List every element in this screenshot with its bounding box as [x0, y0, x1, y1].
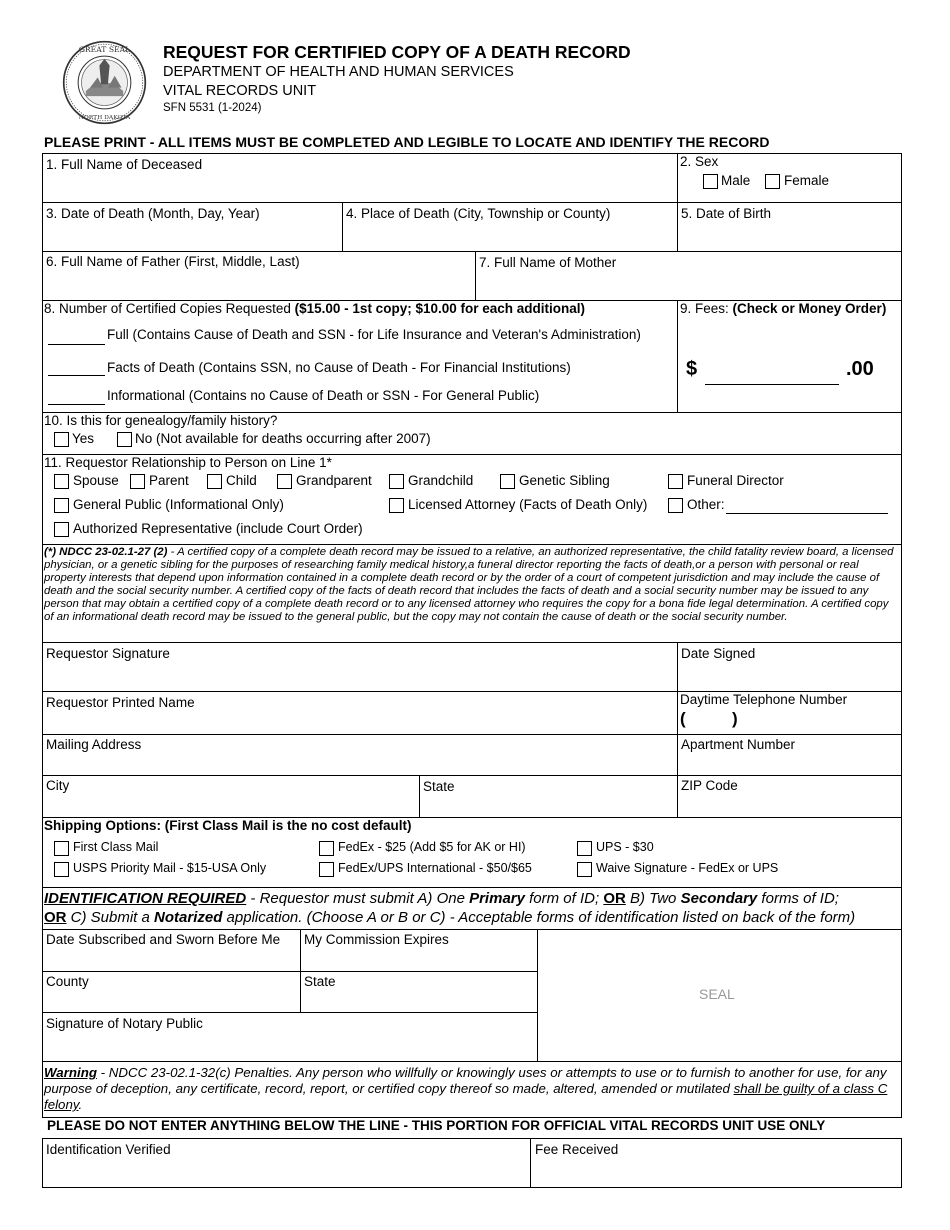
- fees-label: 9. Fees: (Check or Money Order): [680, 301, 887, 316]
- legal-note: [44, 546, 898, 624]
- fee-received-label: Fee Received: [535, 1142, 619, 1157]
- place-of-death-label: 4. Place of Death (City, Township or County): [346, 206, 611, 221]
- identification-required-line2: OR C) Submit a Notarized application. (Choose A or B or C) - Acceptable forms of identification listed on back of the form): [44, 909, 856, 926]
- copies-informational-label: Informational (Contains no Cause of Death or SSN - For General Public): [107, 388, 540, 403]
- commission-expires-label: My Commission Expires: [304, 932, 449, 947]
- daytime-phone-label: Daytime Telephone Number: [680, 692, 848, 707]
- sex-female-label: Female: [784, 173, 830, 188]
- main-form-box: [42, 153, 902, 1118]
- form-number: SFN 5531 (1-2024): [163, 102, 262, 114]
- rel-grandparent-checkbox[interactable]: [277, 474, 292, 489]
- rel-other-label: Other:: [687, 497, 725, 512]
- rel-grandchild-label: Grandchild: [408, 473, 474, 488]
- rel-grandparent-label: Grandparent: [296, 473, 372, 488]
- copies-facts-input[interactable]: [48, 375, 105, 376]
- fees-cents: .00: [846, 358, 874, 380]
- date-of-death-label: 3. Date of Death (Month, Day, Year): [46, 206, 260, 221]
- copies-full-label: Full (Contains Cause of Death and SSN - for Life Insurance and Veteran's Administration): [107, 327, 641, 342]
- department-name: DEPARTMENT OF HEALTH AND HUMAN SERVICES: [163, 64, 514, 80]
- rel-spouse-label: Spouse: [73, 473, 119, 488]
- unit-name: VITAL RECORDS UNIT: [163, 83, 317, 99]
- rel-licensed-attorney-label: Licensed Attorney (Facts of Death Only): [408, 497, 648, 512]
- ship-usps-priority-label: USPS Priority Mail - $15-USA Only: [73, 861, 267, 875]
- genealogy-no-label: No (Not available for deaths occurring after 2007): [135, 431, 431, 446]
- relationship-label: 11. Requestor Relationship to Person on Line 1*: [44, 455, 332, 470]
- rel-authorized-rep-label: Authorized Representative (include Court Order): [73, 521, 363, 536]
- rel-general-public-label: General Public (Informational Only): [73, 497, 284, 512]
- city-label: City: [46, 778, 70, 793]
- mailing-address-label: Mailing Address: [46, 737, 142, 752]
- rel-child-checkbox[interactable]: [207, 474, 222, 489]
- copies-facts-label: Facts of Death (Contains SSN, no Cause of Death - For Financial Institutions): [107, 360, 571, 375]
- sex-male-label: Male: [721, 173, 751, 188]
- genealogy-yes-checkbox[interactable]: [54, 432, 69, 447]
- requestor-signature-label: Requestor Signature: [46, 646, 170, 661]
- ship-waive-signature-label: Waive Signature - FedEx or UPS: [596, 861, 779, 875]
- shipping-options-title: Shipping Options: (First Class Mail is the no cost default): [44, 818, 412, 833]
- identification-required-line1: IDENTIFICATION REQUIRED - Requestor must submit A) One Primary form of ID; OR B) Two Secondary forms of ID;: [44, 890, 839, 907]
- date-sworn-label: Date Subscribed and Sworn Before Me: [46, 932, 281, 947]
- ship-fedex-checkbox[interactable]: [319, 841, 334, 856]
- notary-state-label: State: [304, 974, 336, 989]
- svg-text:GREAT SEAL: GREAT SEAL: [78, 44, 131, 54]
- genealogy-label: 10. Is this for genealogy/family history?: [44, 413, 278, 428]
- father-name-label: 6. Full Name of Father (First, Middle, Last): [46, 254, 300, 269]
- form-title: REQUEST FOR CERTIFIED COPY OF A DEATH RECORD: [163, 42, 631, 62]
- phone-area-open-paren: (: [680, 709, 686, 728]
- ship-ups-label: UPS - $30: [596, 840, 654, 854]
- ship-fedex-ups-intl-label: FedEx/UPS International - $50/$65: [338, 861, 532, 875]
- rel-spouse-checkbox[interactable]: [54, 474, 69, 489]
- rel-child-label: Child: [226, 473, 257, 488]
- rel-parent-label: Parent: [149, 473, 189, 488]
- sex-label: 2. Sex: [680, 154, 719, 169]
- date-signed-label: Date Signed: [681, 646, 756, 661]
- copies-requested-label: 8. Number of Certified Copies Requested ($15.00 - 1st copy; $10.00 for each additional): [44, 301, 585, 316]
- rel-other-checkbox[interactable]: [668, 498, 683, 513]
- official-use-notice: PLEASE DO NOT ENTER ANYTHING BELOW THE LINE - THIS PORTION FOR OFFICIAL VITAL RECORDS UNIT USE ONLY: [47, 1118, 826, 1133]
- fees-dollar-sign: $: [686, 358, 698, 380]
- notary-signature-label: Signature of Notary Public: [46, 1016, 203, 1031]
- zip-code-label: ZIP Code: [681, 778, 738, 793]
- instructions: PLEASE PRINT - ALL ITEMS MUST BE COMPLETED AND LEGIBLE TO LOCATE AND IDENTIFY THE RECORD: [44, 134, 770, 150]
- full-name-deceased-label: 1. Full Name of Deceased: [46, 157, 203, 172]
- genealogy-no-checkbox[interactable]: [117, 432, 132, 447]
- ship-ups-checkbox[interactable]: [577, 841, 592, 856]
- rel-funeral-director-label: Funeral Director: [687, 473, 784, 488]
- sex-male-checkbox[interactable]: [703, 174, 718, 189]
- genealogy-yes-label: Yes: [72, 431, 95, 446]
- ship-waive-signature-checkbox[interactable]: [577, 862, 592, 877]
- svg-text:NORTH DAKOTA: NORTH DAKOTA: [78, 114, 131, 122]
- legal-note-text: - A certified copy of a complete death record may be issued to a relative, an authorized representative, the child fatality review board, a licensed physician, or a genetic sibling for the purposes of researching family medical history,a funeral director reporting the facts of death,or a person with personal or real property interests that depend upon information contained in a complete death record or by the order of a court of competent jurisdiction and may include the cause of death and the social security number. A certified copy of the facts of death record that includes the facts of death and a social security number may be issued to any person that may obtain a certified copy of a complete death record or to any licensed attorney who requires the copy for a bona fide legal determination. A certified copy of an informational death record may be issued to the general public, but the copy may not contain the cause of death or the social security number.: [44, 546, 894, 623]
- rel-funeral-director-checkbox[interactable]: [668, 474, 683, 489]
- ship-usps-priority-checkbox[interactable]: [54, 862, 69, 877]
- rel-other-input[interactable]: [726, 513, 888, 514]
- ship-fedex-ups-intl-checkbox[interactable]: [319, 862, 334, 877]
- rel-parent-checkbox[interactable]: [130, 474, 145, 489]
- rel-general-public-checkbox[interactable]: [54, 498, 69, 513]
- requestor-printed-name-label: Requestor Printed Name: [46, 695, 195, 710]
- state-label: State: [423, 779, 455, 794]
- copies-informational-input[interactable]: [48, 404, 105, 405]
- state-seal-icon: [62, 40, 147, 125]
- rel-genetic-sibling-label: Genetic Sibling: [519, 473, 610, 488]
- apartment-number-label: Apartment Number: [681, 737, 796, 752]
- rel-licensed-attorney-checkbox[interactable]: [389, 498, 404, 513]
- official-use-box: [42, 1138, 902, 1188]
- phone-area-close-paren: ): [732, 709, 738, 728]
- date-of-birth-label: 5. Date of Birth: [681, 206, 772, 221]
- mother-name-label: 7. Full Name of Mother: [479, 255, 617, 270]
- rel-authorized-rep-checkbox[interactable]: [54, 522, 69, 537]
- warning-text: Warning - NDCC 23-02.1-32(c) Penalties. Any person who willfully or knowingly uses or attempts to use or to furnish to another for use, for any purpose of deception, any certificate, record, report, or certified copy thereof so made, altered, amended or mutilated shall be guilty of a class C felony.: [44, 1065, 888, 1112]
- ship-first-class-label: First Class Mail: [73, 840, 159, 854]
- notary-county-label: County: [46, 974, 89, 989]
- ship-fedex-label: FedEx - $25 (Add $5 for AK or HI): [338, 840, 526, 854]
- fees-amount-input[interactable]: [705, 384, 839, 385]
- copies-full-input[interactable]: [48, 344, 105, 345]
- notary-seal-area: SEAL: [699, 986, 735, 1002]
- ship-first-class-checkbox[interactable]: [54, 841, 69, 856]
- sex-female-checkbox[interactable]: [765, 174, 780, 189]
- identification-verified-label: Identification Verified: [46, 1142, 171, 1157]
- rel-genetic-sibling-checkbox[interactable]: [500, 474, 515, 489]
- rel-grandchild-checkbox[interactable]: [389, 474, 404, 489]
- legal-note-citation: (*) NDCC 23-02.1-27 (2): [44, 546, 168, 558]
